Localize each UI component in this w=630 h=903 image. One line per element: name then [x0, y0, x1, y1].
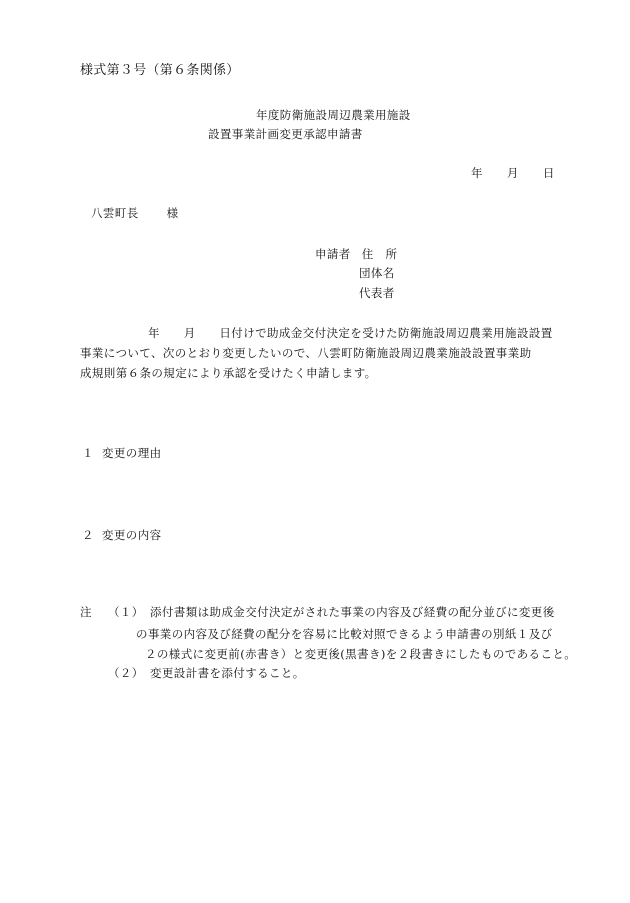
note-lead: 注	[80, 605, 92, 619]
note-text: 添付書類は助成金交付決定がされた事業の内容及び経費の配分並びに変更後	[150, 605, 555, 619]
note-index: （２）	[108, 666, 144, 680]
note-item1-line3: ２の様式に変更前(赤書き）と変更後(黒書き)を２段書きにしたものであること。	[145, 647, 577, 661]
applicant-label: 申請者	[315, 247, 351, 261]
body-text-line3: 成規則第６条の規定により承認を受けたく申請します。	[80, 366, 377, 380]
document-title-line1: 年度防衛施設周辺農業用施設	[256, 108, 411, 122]
form-number: 様式第３号（第６条関係）	[80, 63, 240, 78]
addressee-line	[91, 206, 179, 220]
date-year: 年	[471, 166, 483, 180]
date-month: 月	[506, 166, 519, 180]
note-item1-line1	[80, 605, 555, 619]
document-title-line2: 設置事業計画変更承認申請書	[208, 127, 363, 141]
note-index: （１）	[108, 605, 144, 619]
section-number: １	[82, 446, 94, 460]
date-day: 日	[542, 166, 555, 180]
section-label: 変更の内容	[102, 528, 162, 542]
date-line	[471, 166, 555, 180]
section-change-reason	[82, 446, 162, 460]
body-text-line1: 年 月 日付けで助成金交付決定を受けた防衛施設周辺農業用施設設置	[148, 326, 553, 340]
section-number: ２	[82, 528, 94, 542]
applicant-address-label: 住 所	[361, 247, 398, 261]
body-text-line2: 事業について、次のとおり変更したいので、八雲町防衛施設周辺農業施設設置事業助	[80, 346, 532, 360]
note-text: 変更設計書を添付すること。	[150, 666, 305, 680]
applicant-address-row	[315, 247, 397, 261]
note-item2	[108, 666, 305, 680]
applicant-organization-label: 団体名	[359, 266, 395, 280]
section-label: 変更の理由	[102, 446, 162, 460]
applicant-representative-label: 代表者	[359, 286, 395, 300]
note-item1-line2: の事業の内容及び経費の配分を容易に比較対照できるよう申請書の別紙１及び	[136, 627, 553, 641]
section-change-content	[82, 528, 162, 542]
addressee-name: 八雲町長	[91, 206, 139, 220]
addressee-honorific: 様	[166, 206, 179, 220]
